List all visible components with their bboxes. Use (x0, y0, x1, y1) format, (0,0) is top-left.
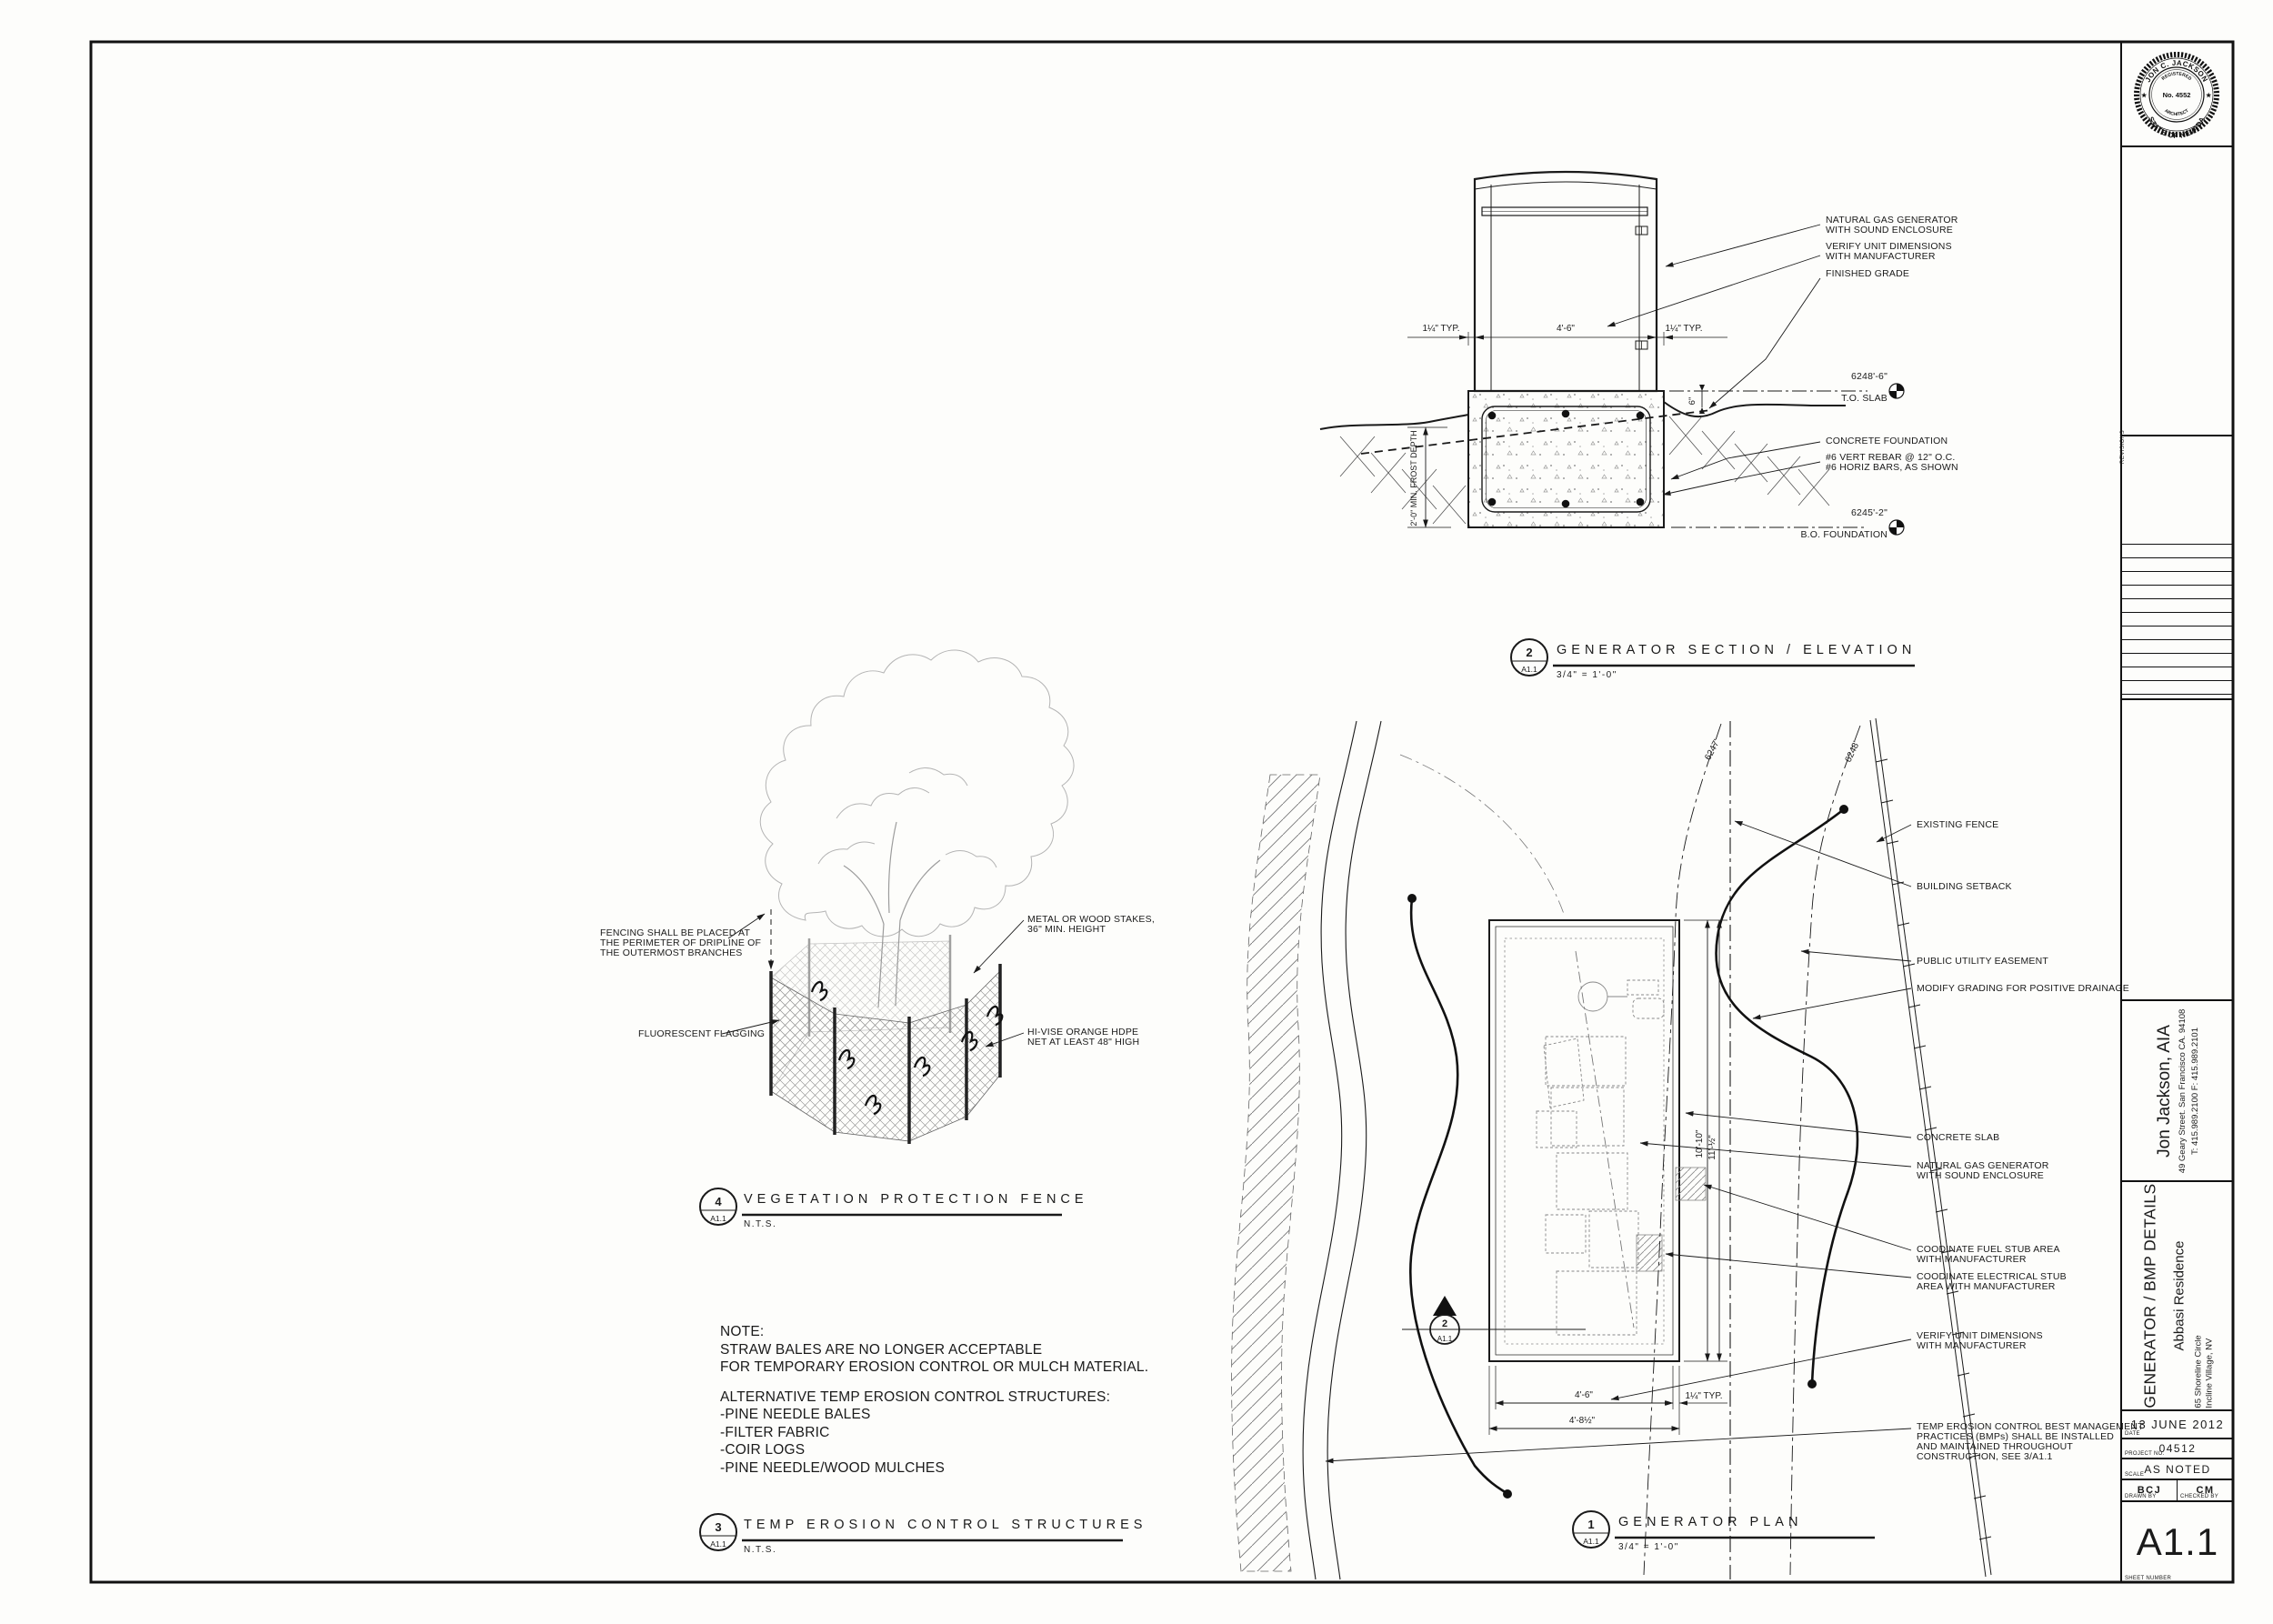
erosion-note: NOTE: STRAW BALES ARE NO LONGER ACCEPTABLE FOR TEMPORARY EROSION CONTROL OR MULCH MATERIAL. ALTERNATIVE TEMP EROSION CONTROL STRUCTURES: -PINE NEEDLE BALES -FILTER FABRIC -COIR LOGS -PINE NEEDLE/WOOD MULCHES (720, 1324, 1149, 1476)
detail-title-erosion-control: TEMP EROSION CONTROL STRUCTURES (744, 1518, 1147, 1532)
stamp-architect-arc: ARCHITECT (2163, 107, 2190, 118)
checked-by-label: CHECKED BY (2180, 1494, 2219, 1499)
project-no-value: 04512 (2158, 1442, 2197, 1455)
stamp-number: No. 4552 (2162, 91, 2191, 99)
titleblock-blank-1 (2122, 147, 2233, 436)
hinge-icon (1636, 226, 1647, 349)
detail-scale-erosion-control: N.T.S. (744, 1545, 777, 1555)
drainage-swale-lines (1407, 805, 1857, 1499)
svg-text:2: 2 (1526, 646, 1533, 659)
sheet-number-cell (2122, 1502, 2233, 1582)
drawn-by-cell (2122, 1480, 2178, 1500)
firm-name: Jon Jackson, AIA (2155, 1024, 2174, 1158)
annotation-existing-fence: EXISTING FENCE (1917, 819, 1999, 830)
svg-text:1: 1 (1587, 1518, 1595, 1531)
svg-text:REGISTERED (2161, 71, 2193, 82)
plan-dim-edge: 1¼" TYP. (1685, 1391, 1723, 1401)
project-name: Abbasi Residence (2171, 1240, 2188, 1351)
dim-frost: 2'-0" MIN. FROST DEPTH (1409, 430, 1418, 526)
date-value: 13 JUNE 2012 (2130, 1418, 2225, 1431)
annotation-concrete-slab: CONCRETE SLAB (1917, 1132, 2000, 1143)
firm-address: 49 Geary Street. San Francisco CA. 94108 (2178, 1008, 2188, 1173)
svg-text:4: 4 (715, 1195, 722, 1208)
dim-width: 4'-6" (1557, 324, 1575, 334)
section-cut-marker (1402, 1296, 1586, 1344)
svg-text:A1.1: A1.1 (1437, 1335, 1453, 1343)
detail-title-vegetation-fence: VEGETATION PROTECTION FENCE (744, 1192, 1088, 1207)
plan-dim-overall: 4'-8½" (1568, 1416, 1596, 1426)
svg-text:3: 3 (715, 1520, 722, 1534)
annotation-electrical-stub: COODINATE ELECTRICAL STUB AREA WITH MANUFACTURER (1917, 1271, 2067, 1292)
architect-stamp (2122, 42, 2232, 145)
annotation-finished-grade: FINISHED GRADE (1826, 268, 1910, 279)
stamp-registered-arc: REGISTERED (2160, 71, 2193, 82)
annotation-plan-generator: NATURAL GAS GENERATOR WITH SOUND ENCLOSURE (1917, 1160, 2049, 1181)
annotation-plan-verify-dimensions: VERIFY UNIT DIMENSIONS WITH MANUFACTURER (1917, 1330, 2043, 1351)
detail-scale-generator-plan: 3/4" = 1'-0" (1618, 1542, 1679, 1552)
elevation-bottom-label: B.O. FOUNDATION (1800, 529, 1887, 540)
stamp-state-arc: STATE OF NEVADA (2146, 115, 2208, 141)
elevation-bottom-value: 6245'-2" (1850, 507, 1887, 518)
title-block (2120, 42, 2233, 1582)
checked-by-value: CM (2196, 1485, 2215, 1496)
annotation-rebar: #6 VERT REBAR @ 12" O.C. #6 HORIZ BARS, AS SHOWN (1826, 452, 1958, 473)
annotation-concrete-foundation: CONCRETE FOUNDATION (1826, 436, 1948, 446)
date-label: DATE (2125, 1431, 2140, 1437)
stamp-star-right-icon: ★ (2206, 93, 2212, 99)
fuel-stub-area (1676, 1168, 1706, 1200)
project-no-label: PROJECT NO. (2125, 1451, 2165, 1457)
plan-dim-width: 4'-6" (1575, 1390, 1593, 1400)
dim-edge-right: 1¼" TYP. (1665, 324, 1703, 334)
annotation-hdpe-net: HI-VISE ORANGE HDPE NET AT LEAST 48" HIGH (1027, 1027, 1140, 1048)
svg-text:STATE OF NEVADA (2147, 115, 2207, 140)
sheet-border (91, 42, 2233, 1582)
sheet-title: GENERATOR / BMP DETAILS (2140, 1183, 2159, 1408)
drawn-by-value: BCJ (2137, 1485, 2162, 1496)
revisions-cell (2120, 429, 2233, 700)
detail-title-generator-section: GENERATOR SECTION / ELEVATION (1557, 643, 1917, 657)
annotation-fuel-stub: COODINATE FUEL STUB AREA WITH MANUFACTURER (1917, 1244, 2060, 1265)
project-no-cell (2122, 1439, 2233, 1459)
annotation-natural-gas-generator: NATURAL GAS GENERATOR WITH SOUND ENCLOSURE (1826, 215, 1958, 236)
annotation-dripline-fencing: FENCING SHALL BE PLACED AT THE PERIMETER OF DRIPLINE OF THE OUTERMOST BRANCHES (600, 927, 762, 958)
titleblock-blank-2 (2122, 700, 2233, 1001)
plan-dim-height: 10'-10" (1695, 1129, 1705, 1158)
project-cell (2122, 1182, 2233, 1411)
annotation-fluorescent-flagging: FLUORESCENT FLAGGING (638, 1028, 766, 1039)
project-address-1: 65 Shoreline Circle (2193, 1335, 2204, 1408)
stamp-star-left-icon: ★ (2141, 93, 2148, 99)
detail-scale-generator-section: 3/4" = 1'-0" (1557, 670, 1617, 680)
svg-text:A1.1: A1.1 (1583, 1537, 1599, 1546)
generator-plan-drawing (1232, 718, 1991, 1579)
generator-equipment-plan (1537, 980, 1664, 1335)
svg-text:ARCHITECT (2163, 108, 2189, 117)
detail-title-generator-plan: GENERATOR PLAN (1618, 1515, 1803, 1529)
detail-scale-vegetation-fence: N.T.S. (744, 1219, 777, 1229)
firm-cell (2122, 1001, 2233, 1182)
revisions-label: REVISIONS (2120, 429, 2126, 464)
checked-by-cell (2178, 1480, 2233, 1500)
sheet-number-value: A1.1 (2136, 1520, 2219, 1563)
dim-edge-left: 1¼" TYP. (1422, 324, 1460, 334)
project-address-2: Incline Village, NV (2204, 1338, 2215, 1408)
svg-text:A1.1: A1.1 (710, 1539, 726, 1549)
drawn-by-label: DRAWN BY (2125, 1494, 2157, 1499)
annotation-verify-dimensions: VERIFY UNIT DIMENSIONS WITH MANUFACTURER (1826, 241, 1952, 262)
elevation-top-label: T.O. SLAB (1841, 393, 1887, 404)
tree-canopy (760, 650, 1074, 937)
dim-depth: 6" (1687, 396, 1697, 406)
contour-label-6247: 6247' (1703, 737, 1723, 763)
annotation-stakes: METAL OR WOOD STAKES, 36" MIN. HEIGHT (1027, 914, 1155, 935)
firm-phone: T: 415.989.2100 F: 415.989.2101 (2190, 1027, 2200, 1155)
scale-value: AS NOTED (2144, 1462, 2211, 1476)
stamp-cell (2122, 42, 2233, 147)
erosion-band (1232, 775, 1320, 1571)
scale-label: SCALE (2125, 1472, 2145, 1478)
annotation-modify-grading: MODIFY GRADING FOR POSITIVE DRAINAGE (1917, 983, 2129, 994)
sheet-number-label: SHEET NUMBER (2125, 1576, 2172, 1581)
svg-text:2: 2 (1441, 1318, 1448, 1329)
date-cell (2122, 1411, 2233, 1439)
elevation-top-value: 6248'-6" (1850, 371, 1887, 382)
annotation-building-setback: BUILDING SETBACK (1917, 881, 2012, 892)
svg-text:A1.1: A1.1 (1521, 665, 1537, 674)
contour-label-6248: 6248' (1843, 739, 1862, 765)
plan-dim-overall-height: 11'-½" (1707, 1135, 1717, 1160)
scale-cell (2122, 1459, 2233, 1480)
stamp-name-arc: JON C. JACKSON (2143, 58, 2210, 85)
annotation-public-utility-easement: PUBLIC UTILITY EASEMENT (1917, 956, 2049, 967)
annotation-temp-erosion-bmp: TEMP EROSION CONTROL BEST MANAGEMENT PRACTICES (BMPs) SHALL BE INSTALLED AND MAINTAINED THROUGHOUT CONSTRUCTION, SEE 3/A1.1 (1917, 1421, 2144, 1462)
drawn-checked-cell (2122, 1480, 2233, 1502)
revisions-rule-lines (2122, 531, 2233, 698)
electrical-stub-area (1637, 1235, 1662, 1271)
svg-text:A1.1: A1.1 (710, 1214, 726, 1223)
